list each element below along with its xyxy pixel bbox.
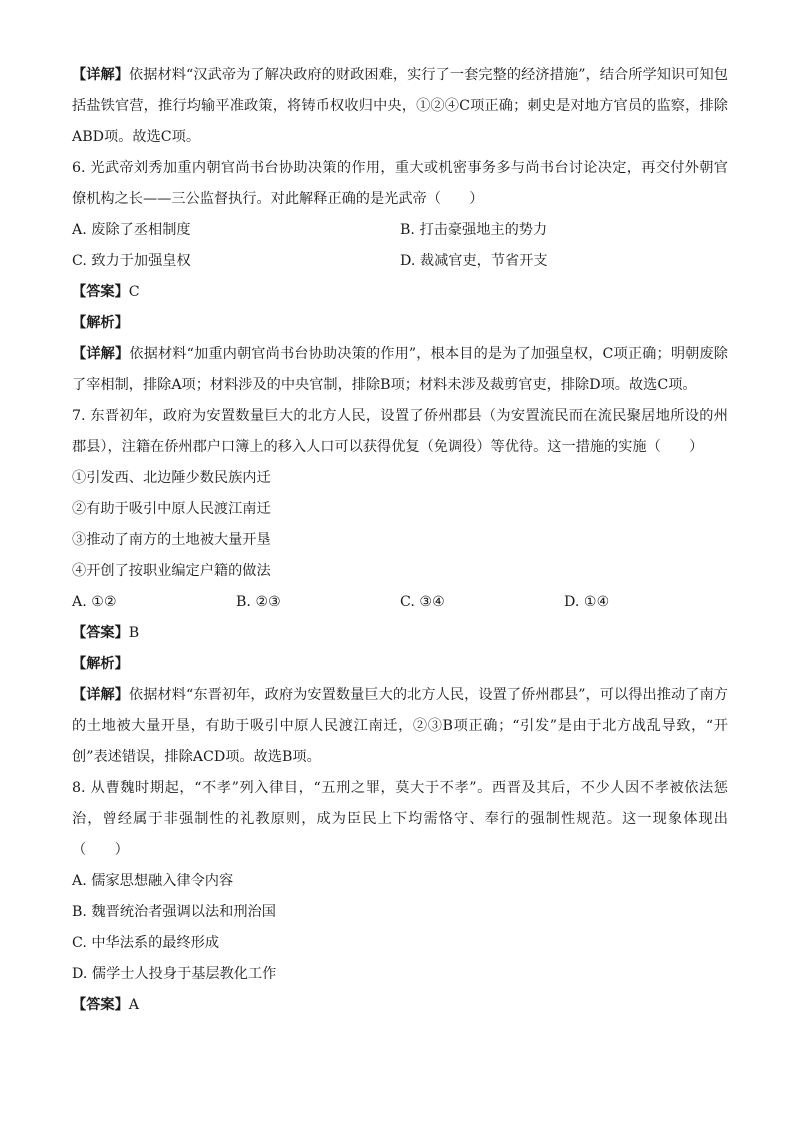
option-row (72, 215, 728, 246)
paragraph (72, 525, 728, 556)
paragraph-text: 依据材料“汉武帝为了解决政府的财政困难，实行了一套完整的经济措施”，结合所学知识可知包括盐铁官营，推行均输平准政策，将铸币权收归中央，①②④C项正确；刺史是对地方官员的监察，排除ABD项。故选C项。 (72, 67, 728, 145)
paragraph (72, 401, 728, 463)
paragraph-text: ④开创了按职业编定户籍的做法 (72, 563, 271, 579)
paragraph-text: B. 魏晋统治者强调以法和刑治国 (72, 904, 276, 920)
labeled-paragraph (72, 60, 728, 153)
paragraph (72, 866, 728, 897)
paragraph-text: 依据材料“加重内朝官尚书台协助决策的作用”，根本目的是为了加强皇权，C项正确；明朝废除了宰相制，排除A项；材料涉及的中央官制，排除B项；材料未涉及裁剪官吏，排除D项。故选C项。 (72, 346, 728, 393)
option-text: D. ①④ (564, 594, 610, 610)
labeled-paragraph (72, 308, 728, 339)
paragraph (72, 463, 728, 494)
labeled-paragraph (72, 680, 728, 773)
section-tag: 【详解】 (72, 67, 130, 83)
paragraph-text: C (128, 284, 140, 300)
paragraph (72, 494, 728, 525)
paragraph-text: 6. 光武帝刘秀加重内朝官尚书台协助决策的作用，重大或机密事务多与尚书台讨论决定，再交付外朝官僚机构之长——三公监督执行。对此解释正确的是光武帝（ ） (72, 160, 728, 207)
option-row (72, 246, 728, 277)
paragraph-text: 7. 东晋初年，政府为安置数量巨大的北方人民，设置了侨州郡县（为安置流民而在流民聚居地所设的州郡县），注籍在侨州郡户口簿上的移入人口可以获得优复（免调役）等优待。这一措施的实施（ ） (72, 408, 728, 455)
labeled-paragraph (72, 649, 728, 680)
section-tag: 【答案】 (72, 625, 129, 641)
section-tag: 【答案】 (72, 284, 129, 300)
paragraph-text: B (128, 625, 140, 641)
document-page (72, 60, 728, 1021)
paragraph (72, 928, 728, 959)
paragraph-text: ②有助于吸引中原人民渡江南迁 (72, 501, 271, 517)
section-tag: 【详解】 (72, 687, 130, 703)
section-tag: 【答案】 (72, 997, 129, 1013)
option-text: B. ②③ (236, 594, 281, 610)
option-row (72, 587, 728, 618)
paragraph-text: ①引发西、北边陲少数民族内迁 (72, 470, 271, 486)
labeled-paragraph (72, 990, 728, 1021)
option-text: A. 废除了丞相制度 (72, 222, 191, 238)
option-text: C. 致力于加强皇权 (72, 253, 191, 269)
labeled-paragraph (72, 339, 728, 401)
option-text: C. ③④ (400, 594, 445, 610)
section-tag: 【解析】 (72, 656, 129, 672)
paragraph-text: 8. 从曹魏时期起，“不孝”列入律目，“五刑之罪，莫大于不孝”。西晋及其后，不少人因不孝被依法惩治，曾经属于非强制性的礼教原则，成为臣民上下均需恪守、奉行的强制性规范。这一现象体现出（ ） (72, 780, 728, 858)
paragraph-text: A (128, 997, 140, 1013)
paragraph (72, 153, 728, 215)
paragraph (72, 556, 728, 587)
paragraph-text: A. 儒家思想融入律令内容 (72, 873, 234, 889)
paragraph (72, 959, 728, 990)
paragraph (72, 897, 728, 928)
paragraph (72, 773, 728, 866)
option-text: B. 打击豪强地主的势力 (400, 222, 548, 238)
paragraph-text: ③推动了南方的土地被大量开垦 (72, 532, 271, 548)
paragraph-text: C. 中华法系的最终形成 (72, 935, 220, 951)
section-tag: 【详解】 (72, 346, 130, 362)
labeled-paragraph (72, 277, 728, 308)
option-text: D. 裁减官吏，节省开支 (400, 253, 548, 269)
section-tag: 【解析】 (72, 315, 129, 331)
paragraph-text: 依据材料“东晋初年，政府为安置数量巨大的北方人民，设置了侨州郡县”，可以得出推动了南方的土地被大量开垦，有助于吸引中原人民渡江南迁，②③B项正确；“引发”是由于北方战乱导致，“开创”表述错误，排除ACD项。故选B项。 (72, 687, 728, 765)
option-text: A. ①② (72, 594, 117, 610)
paragraph-text: D. 儒学士人投身于基层教化工作 (72, 966, 277, 982)
labeled-paragraph (72, 618, 728, 649)
